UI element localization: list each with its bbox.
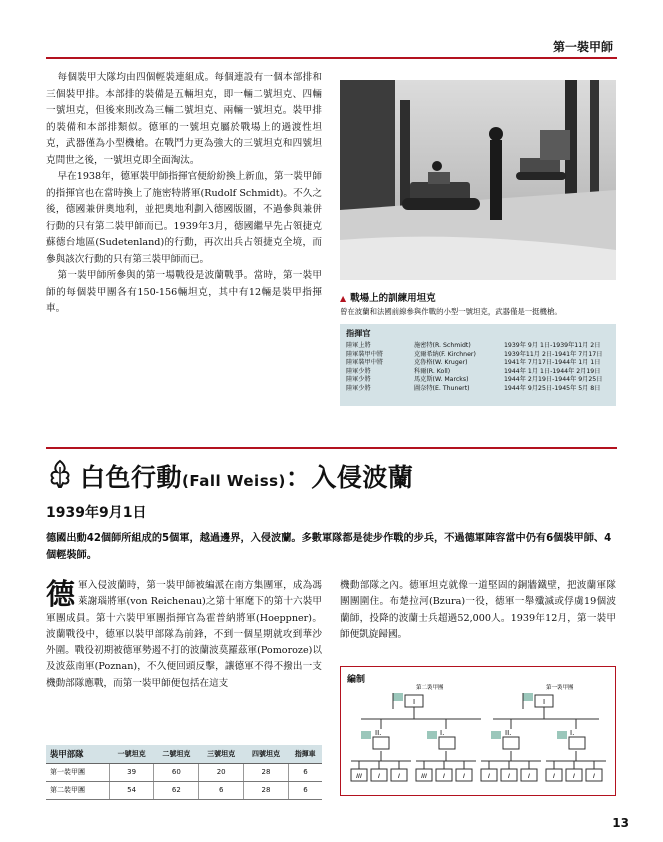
table-cell: 54 bbox=[109, 781, 154, 799]
section-lead: 德國出動42個師所組成的5個軍，越過邊界，入侵波蘭。多數軍隊都是徒步作戰的步兵，不過德軍陣容當中仍有6個裝甲師、4個輕裝師。 bbox=[46, 533, 612, 561]
drop-cap: 德 bbox=[46, 577, 76, 611]
section-title-part-b: ：入侵波蘭 bbox=[285, 463, 414, 492]
header-rule bbox=[46, 57, 617, 59]
intro-text bbox=[46, 70, 322, 318]
table-cell: 39 bbox=[109, 763, 154, 781]
table-cell: 60 bbox=[154, 763, 199, 781]
table-header-cell: 指揮車 bbox=[288, 745, 322, 763]
org-battalion-label: I. bbox=[440, 729, 445, 737]
commander-name: 科爾(R. Koll) bbox=[414, 367, 451, 375]
commander-row bbox=[346, 359, 610, 368]
table-row bbox=[46, 763, 322, 781]
org-hq-label-left: I bbox=[412, 698, 416, 706]
table-cell: 20 bbox=[199, 763, 244, 781]
section-title bbox=[80, 458, 413, 494]
org-company-label: I bbox=[528, 772, 530, 780]
commander-rank: 陸軍少將 bbox=[346, 384, 371, 392]
org-battalion-label: I. bbox=[570, 729, 575, 737]
org-company-label: III bbox=[356, 772, 362, 780]
body-right-column: 機動部隊之內。德軍坦克就像一道堅固的銅牆鐵壁，把波蘭軍隊團團圍住。布楚拉河(Bzura)一役，德軍一舉殲滅或俘虜19個波蘭師，投降的波蘭士兵超過52,000人。1939年12月，第一裝甲師便凱旋歸國。 bbox=[340, 580, 616, 640]
org-company-label: III bbox=[421, 772, 427, 780]
chapter-title: 第一裝甲師 bbox=[552, 40, 613, 54]
commander-rank: 陸軍少將 bbox=[346, 376, 371, 384]
table-header-cell: 一號坦克 bbox=[109, 745, 154, 763]
commander-period: 1941年 7月17日-1944年 1月 1日 bbox=[504, 359, 601, 367]
commander-period: 1944年 9月25日-1945年 5月 8日 bbox=[504, 384, 601, 392]
table-header-cell: 三號坦克 bbox=[199, 745, 244, 763]
caption-title-text: 戰場上的訓練用坦克 bbox=[350, 293, 436, 304]
commander-name: 施密特(R. Schmidt) bbox=[414, 342, 471, 349]
table-cell: 6 bbox=[288, 763, 322, 781]
commander-period: 1944年 2月19日-1944年 9月25日 bbox=[504, 376, 603, 384]
tank-photo bbox=[340, 80, 616, 280]
org-regiment-right: 第一裝甲團 bbox=[546, 685, 574, 691]
org-company-label: I bbox=[593, 772, 595, 780]
intro-paragraph-2: 早在1938年，德軍裝甲師指揮官便紛紛換上新血，第一裝甲師的指揮官也在當時換上了施密特將軍(Rudolf Schmidt)。不久之後，德國兼併奧地利，並把奧地利劃入德國版圖，不過參與兼併行動的只有第二裝甲師而已。1939年3月，德國繼早先占領捷克蘇德台地區(Sudetenland)的行動，再次出兵占領捷克全境，而參與該次行動的只有第三裝甲師而已。 bbox=[46, 171, 322, 265]
section-rule bbox=[46, 447, 617, 449]
table-cell: 28 bbox=[244, 781, 289, 799]
org-regiment-left: 第二裝甲團 bbox=[416, 685, 444, 691]
commander-rank: 陸軍裝甲中將 bbox=[346, 359, 384, 367]
table-cell: 第一裝甲團 bbox=[46, 763, 109, 781]
commander-name: 克魯格(W. Kruger) bbox=[414, 359, 468, 367]
commander-period: 1939年11月 2日-1941年 7月17日 bbox=[504, 350, 603, 358]
body-left-column bbox=[46, 578, 322, 692]
intro-paragraph-3: 第一裝甲師所參與的第一場戰役是波蘭戰爭。當時，第一裝甲師的每個裝甲團各有150-156輛坦克，其中有12輛是裝甲指揮車。 bbox=[46, 270, 322, 314]
org-company-label: I bbox=[378, 772, 380, 780]
org-chart bbox=[340, 666, 616, 796]
commander-rank: 陸軍裝甲中將 bbox=[346, 350, 384, 358]
tank-strength-table bbox=[46, 745, 322, 800]
org-company-label: I bbox=[553, 772, 555, 780]
table-cell: 28 bbox=[244, 763, 289, 781]
photo-caption-subtitle: 曾在波蘭和法國前線參與作戰的小型一號坦克，武器僅是一挺機槍。 bbox=[340, 307, 562, 316]
org-company-label: I bbox=[398, 772, 400, 780]
commander-row bbox=[346, 376, 610, 385]
body-left-text: 軍入侵波蘭時，第一裝甲師被編派在南方集團軍，成為馮萊謝瑙將軍(von Reichenau)之第十軍麾下的第十六裝甲軍團成員。第十六裝甲軍團指揮官為霍普納將軍(Hoeppner)。波蘭戰役中，德軍以裝甲部隊為前鋒，不到一個星期就攻到華沙外圍。戰役初期被德軍勢遏不打的波蘭波莫羅茲軍(Pomoroze)以及波茲南軍(Poznan)，不久便回頭反擊，讓德軍不得不撥出一支機動部隊應戰，而第一裝甲師便包括在這支 bbox=[46, 580, 322, 689]
section-title-part-a: 白色行動 bbox=[80, 463, 183, 492]
org-company-label: I bbox=[573, 772, 575, 780]
commander-rank: 陸軍少將 bbox=[346, 367, 371, 375]
org-company-label: I bbox=[463, 772, 465, 780]
commander-row bbox=[346, 342, 610, 351]
photo-caption-title bbox=[340, 290, 436, 304]
table-header-cell: 四號坦克 bbox=[244, 745, 289, 763]
commander-name: 馬克斯(W. Marcks) bbox=[414, 376, 469, 384]
table-header-row bbox=[46, 745, 322, 763]
table-header-cell: 裝甲部隊 bbox=[46, 745, 109, 763]
table-cell: 62 bbox=[154, 781, 199, 799]
org-chart-title: 編制 bbox=[347, 675, 366, 685]
org-company-label: I bbox=[488, 772, 490, 780]
commander-row bbox=[346, 351, 610, 360]
table-cell: 第二裝甲團 bbox=[46, 781, 109, 799]
table-cell: 6 bbox=[288, 781, 322, 799]
org-company-label: I bbox=[508, 772, 510, 780]
commanders-panel bbox=[340, 324, 616, 406]
table-row bbox=[46, 781, 322, 799]
section-date: 1939年9月1日 bbox=[46, 505, 147, 521]
org-battalion-label: II. bbox=[375, 729, 382, 737]
oak-leaf-icon bbox=[47, 459, 73, 493]
commander-name: 圖奈特(E. Thunert) bbox=[414, 384, 470, 392]
table-header-cell: 二號坦克 bbox=[154, 745, 199, 763]
page-number: 13 bbox=[612, 816, 629, 830]
org-hq-label-right: I bbox=[542, 698, 546, 706]
org-battalion-label: II. bbox=[505, 729, 512, 737]
commander-rank: 陸軍上將 bbox=[346, 342, 371, 349]
intro-paragraph-1: 每個裝甲大隊均由四個輕裝連組成。每個連設有一個本部排和三個裝甲排。本部排的裝備是五輛坦克，即一輛二號坦克、四輛一號坦克，但後來則改為三輛二號坦克、兩輛一號坦克。裝甲排的裝備和本部排類似。德軍的一號坦克屬於戰場上的過渡性坦克，武器僅為小型機槍。在戰鬥力更為強大的三號坦克和四號坦克問世之後，一號坦克即全面淘汰。 bbox=[46, 72, 322, 166]
commander-period: 1939年 9月 1日-1939年11月 2日 bbox=[504, 342, 601, 349]
commander-period: 1944年 1月 1日-1944年 2月19日 bbox=[504, 367, 601, 375]
section-title-latin: (Fall Weiss) bbox=[182, 472, 286, 490]
commanders-title: 指揮官 bbox=[346, 328, 371, 338]
triangle-icon: ▲ bbox=[340, 294, 347, 303]
commander-name: 克爾希納(F. Kirchner) bbox=[414, 350, 476, 358]
commander-row bbox=[346, 385, 610, 394]
table-cell: 6 bbox=[199, 781, 244, 799]
org-company-label: I bbox=[443, 772, 445, 780]
